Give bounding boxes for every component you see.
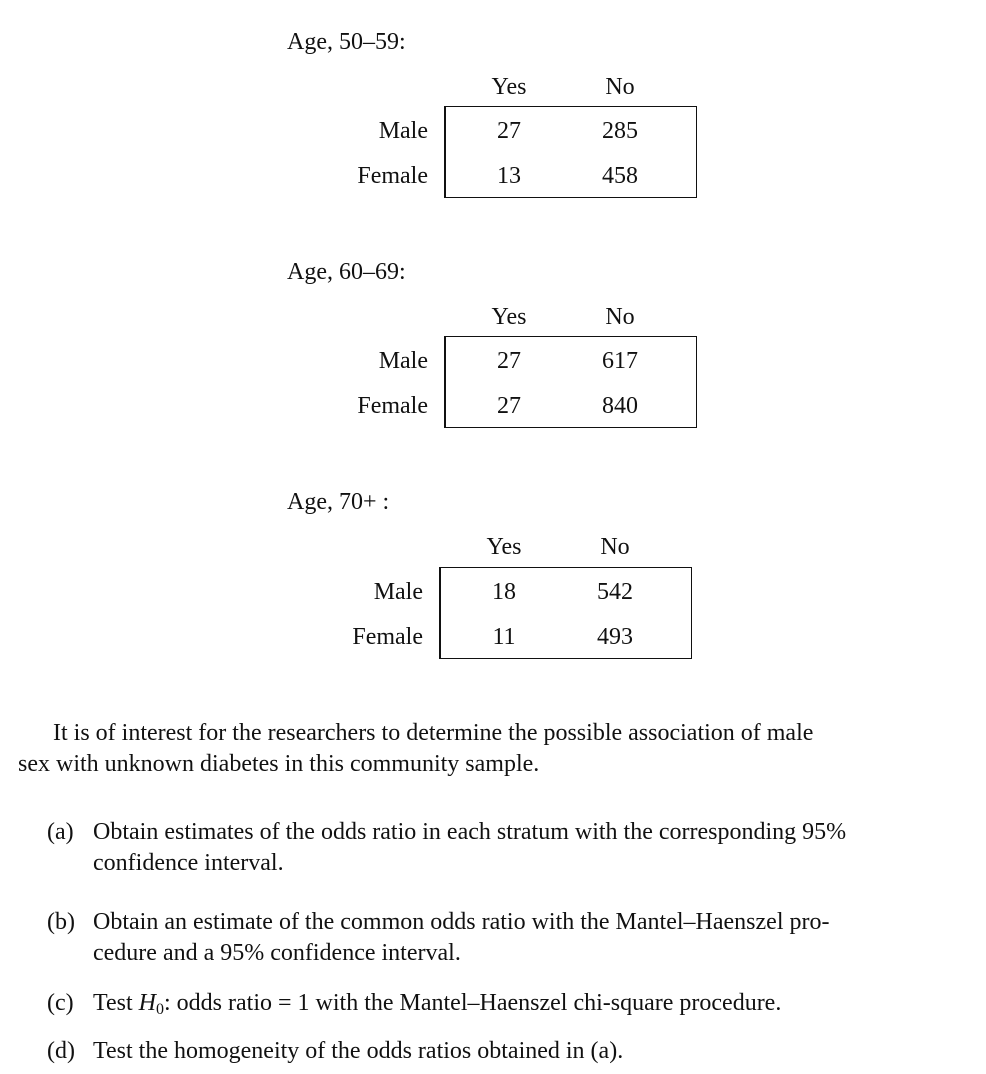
column-header-no: No (605, 74, 635, 100)
column-header-yes: Yes (491, 74, 527, 100)
row-label-male: Male (378, 348, 428, 374)
cell-female-yes: 27 (497, 393, 521, 419)
row-label-female: Female (357, 393, 428, 419)
item-c (47, 988, 781, 1019)
item-d-line-1: Test the homogeneity of the odds ratios obtained in (a). (93, 1038, 624, 1064)
item-b (47, 907, 829, 938)
item-b-label: (b) (47, 909, 75, 935)
column-header-no: No (605, 304, 635, 330)
cell-male-no: 542 (597, 579, 633, 605)
cell-male-yes: 18 (492, 579, 516, 605)
stratum-title-50-59: Age, 50–59: (287, 29, 406, 55)
cell-female-no: 493 (597, 624, 633, 650)
cell-male-no: 617 (602, 348, 638, 374)
cell-male-yes: 27 (497, 118, 521, 144)
item-a-line-2: confidence interval. (93, 850, 284, 876)
cell-female-no: 458 (602, 163, 638, 189)
item-a-line-1: Obtain estimates of the odds ratio in each stratum with the corresponding 95% (93, 819, 847, 845)
item-d-label: (d) (47, 1038, 75, 1064)
item-c-label: (c) (47, 990, 74, 1016)
item-c-sub: 0 (156, 1001, 164, 1018)
row-label-male: Male (373, 579, 423, 605)
row-label-female: Female (352, 624, 423, 650)
intro-line-1: It is of interest for the researchers to determine the possible association of male (53, 720, 814, 746)
cell-male-no: 285 (602, 118, 638, 144)
item-c-post: : odds ratio = 1 with the Mantel–Haenszel chi-square procedure. (164, 990, 782, 1016)
column-header-yes: Yes (491, 304, 527, 330)
item-c-var: H (138, 990, 156, 1016)
cell-female-yes: 11 (492, 624, 516, 650)
intro-line-2: sex with unknown diabetes in this community sample. (18, 751, 540, 777)
stratum-title-60-69: Age, 60–69: (287, 259, 406, 285)
item-b-line-1: Obtain an estimate of the common odds ratio with the Mantel–Haenszel pro- (93, 909, 830, 935)
cell-female-no: 840 (602, 393, 638, 419)
row-label-male: Male (378, 118, 428, 144)
row-label-female: Female (357, 163, 428, 189)
cell-male-yes: 27 (497, 348, 521, 374)
item-a-label: (a) (47, 819, 74, 845)
item-b-line-2: cedure and a 95% confidence interval. (93, 940, 461, 966)
column-header-no: No (600, 534, 630, 560)
item-a (47, 817, 846, 848)
item-d (47, 1036, 623, 1067)
column-header-yes: Yes (486, 534, 522, 560)
cell-female-yes: 13 (497, 163, 521, 189)
item-c-pre: Test (93, 990, 139, 1016)
stratum-title-70-plus: Age, 70+ : (287, 489, 390, 515)
